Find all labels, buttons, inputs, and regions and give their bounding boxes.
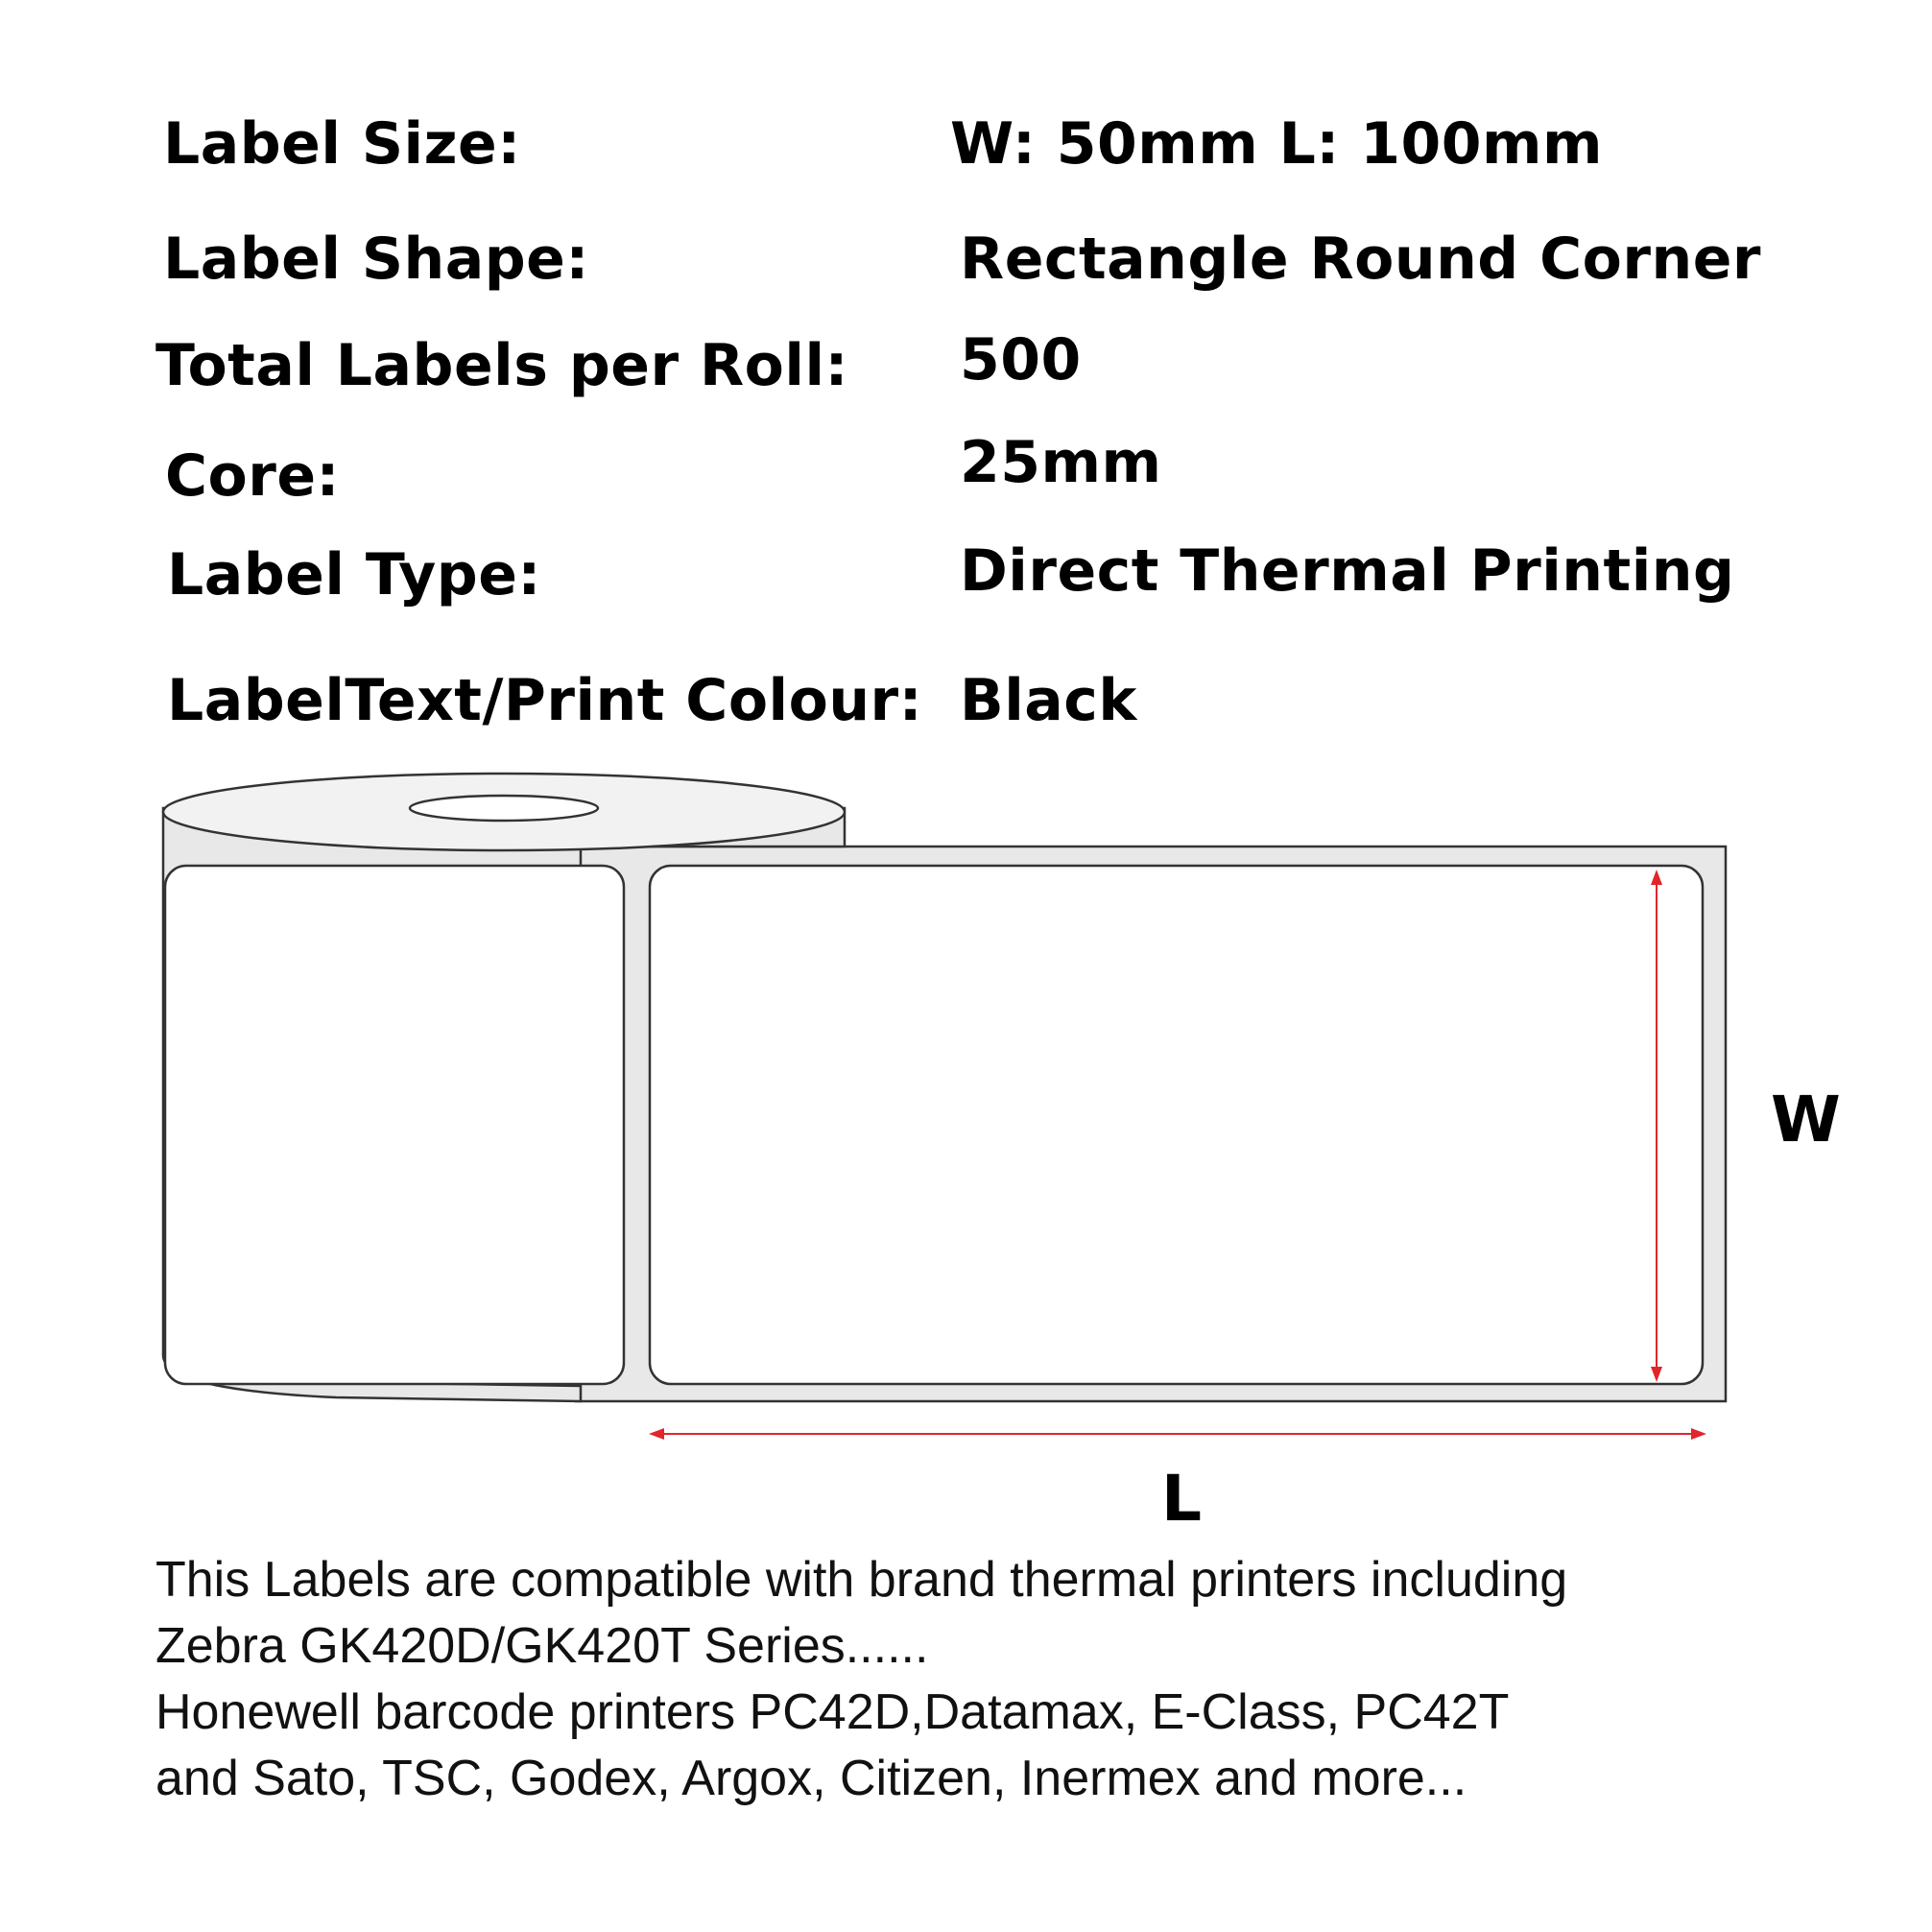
spec-label: LabelText/Print Colour:: [167, 667, 923, 734]
spec-row-total-labels: [0, 326, 1932, 408]
spec-value: Direct Thermal Printing: [960, 537, 1735, 605]
roll-bottom-rim: [163, 1353, 581, 1386]
spec-value: W: 50mm L: 100mm: [950, 110, 1604, 178]
roll-top: [163, 774, 845, 850]
spec-value: Rectangle Round Corner: [960, 226, 1761, 293]
spec-value: 25mm: [960, 429, 1162, 496]
width-letter: W: [1771, 1083, 1841, 1157]
spec-value: Black: [960, 667, 1137, 734]
spec-label: Label Type:: [167, 541, 541, 608]
compatibility-line: This Labels are compatible with brand thermal printers including: [155, 1552, 1568, 1608]
compatibility-line: Zebra GK420D/GK420T Series......: [155, 1618, 929, 1674]
length-letter: L: [1161, 1462, 1203, 1536]
spec-label: Core:: [165, 442, 341, 510]
spec-row-core: [0, 429, 1932, 510]
label-on-roll: [165, 866, 624, 1384]
roll-core-hole: [410, 796, 598, 821]
spec-row-print-colour: [0, 662, 1932, 739]
spec-value: 500: [960, 326, 1082, 394]
spec-row-label-type: [0, 533, 1932, 609]
liner-strip: [576, 847, 1726, 1401]
unrolled-label: [650, 866, 1703, 1384]
spec-label: Total Labels per Roll:: [155, 332, 849, 399]
compatibility-line: Honewell barcode printers PC42D,Datamax, E-Class, PC42T: [155, 1684, 1510, 1740]
roll-body: [163, 808, 845, 1401]
spec-row-label-size: [0, 106, 1932, 182]
spec-label: Label Size:: [163, 110, 521, 178]
width-dimension-arrow: [1651, 870, 1662, 1382]
compatibility-note: [155, 1547, 1845, 1812]
length-dimension-arrow: [649, 1428, 1706, 1440]
spec-row-label-shape: [0, 221, 1932, 298]
spec-label: Label Shape:: [163, 226, 589, 293]
compatibility-line: and Sato, TSC, Godex, Argox, Citizen, Inermex and more...: [155, 1751, 1467, 1806]
